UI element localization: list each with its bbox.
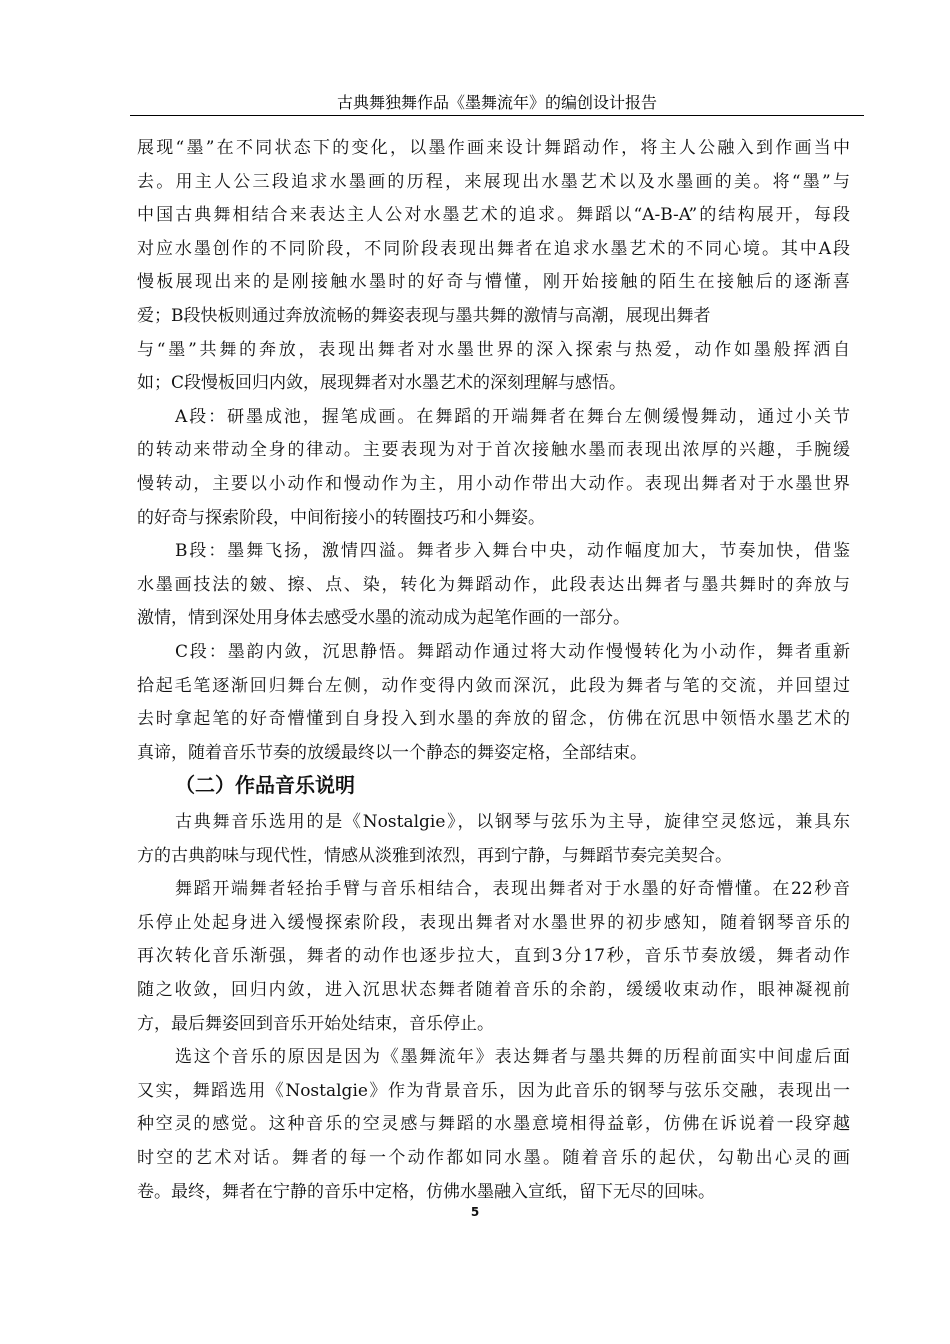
text-line: 如；C段慢板回归内敛，展现舞者对水墨艺术的深刻理解与感悟。 — [137, 373, 627, 394]
text-line: 中国古典舞相结合来表达主人公对水墨艺术的追求。舞蹈以“A-B-A”的结构展开，每段 — [137, 205, 850, 226]
body-text-top — [137, 132, 850, 770]
text-line: 种空灵的感觉。这种音乐的空灵感与舞蹈的水墨意境相得益彰，仿佛在诉说着一段穿越 — [137, 1114, 850, 1135]
text-line: 古典舞音乐选用的是《Nostalgie》，以钢琴与弦乐为主导，旋律空灵悠远，兼具东 — [175, 812, 850, 832]
text-line: 真谛，随着音乐节奏的放缓最终以一个静态的舞姿定格，全部结束。 — [137, 742, 647, 763]
text-line: 又实，舞蹈选用《Nostalgie》作为背景音乐，因为此音乐的钢琴与弦乐交融，表现出一 — [137, 1080, 850, 1101]
text-line: 展现“墨”在不同状态下的变化，以墨作画来设计舞蹈动作，将主人公融入到作画当中 — [137, 138, 850, 158]
text-line: A段：研墨成池，握笔成画。在舞蹈的开端舞者在舞台左侧缓慢舞动，通过小关节 — [175, 406, 850, 427]
body-text-music — [137, 806, 850, 1209]
text-line: 去。用主人公三段追求水墨画的历程，来展现出水墨艺术以及水墨画的美。将“墨”与 — [137, 171, 850, 192]
section-heading: （二）作品音乐说明 — [175, 773, 355, 797]
text-line: B段：墨舞飞扬，激情四溢。舞者步入舞台中央，动作幅度加大，节奏加快，借鉴 — [175, 541, 850, 562]
text-line: 再次转化音乐渐强，舞者的动作也逐步拉大，直到3分17秒，音乐节奏放缓，舞者动作 — [137, 946, 850, 967]
text-line: 水墨画技法的皴、擦、点、染，转化为舞蹈动作，此段表达出舞者与墨共舞时的奔放与 — [137, 574, 850, 595]
text-line: 对应水墨创作的不同阶段，不同阶段表现出舞者在追求水墨艺术的不同心境。其中A段 — [137, 238, 850, 259]
text-line: 拾起毛笔逐渐回归舞台左侧，动作变得内敛而深沉，此段为舞者与笔的交流，并回望过 — [137, 675, 850, 696]
text-line: 慢转动，主要以小动作和慢动作为主，用小动作带出大动作。表现出舞者对于水墨世界 — [137, 473, 850, 494]
text-line: 乐停止处起身进入缓慢探索阶段，表现出舞者对水墨世界的初步感知，随着钢琴音乐的 — [137, 912, 850, 933]
text-line: 爱；B段快板则通过奔放流畅的舞姿表现与墨共舞的激情与高潮，展现出舞者 — [137, 305, 711, 326]
text-line: 舞蹈开端舞者轻抬手臂与音乐相结合，表现出舞者对于水墨的好奇懵懂。在22秒音 — [175, 879, 850, 900]
text-line: 的好奇与探索阶段，中间衔接小的转圈技巧和小舞姿。 — [137, 507, 545, 528]
text-line: 去时拿起笔的好奇懵懂到自身投入到水墨的奔放的留念，仿佛在沉思中领悟水墨艺术的 — [137, 709, 850, 730]
text-line: 的转动来带动全身的律动。主要表现为对于首次接触水墨而表现出浓厚的兴趣，手腕缓 — [137, 440, 850, 461]
text-line: 方的古典韵味与现代性，情感从淡雅到浓烈，再到宁静，与舞蹈节奏完美契合。 — [137, 845, 732, 866]
text-line: 随之收敛，回归内敛，进入沉思状态舞者随着音乐的余韵，缓缓收束动作，眼神凝视前 — [137, 979, 850, 1000]
page-number: 5 — [470, 1205, 480, 1219]
text-line: 慢板展现出来的是刚接触水墨时的好奇与懵懂，刚开始接触的陌生在接触后的逐渐喜 — [137, 272, 850, 293]
running-header: 古典舞独舞作品《墨舞流年》的编创设计报告 — [130, 93, 864, 116]
text-line: 卷。最终，舞者在宁静的音乐中定格，仿佛水墨融入宣纸，留下无尽的回味。 — [137, 1181, 715, 1202]
text-line: 方，最后舞姿回到音乐开始处结束，音乐停止。 — [137, 1013, 494, 1034]
text-line: 与“墨”共舞的奔放，表现出舞者对水墨世界的深入探索与热爱，动作如墨般挥洒自 — [137, 339, 850, 360]
text-line: 激情，情到深处用身体去感受水墨的流动成为起笔作画的一部分。 — [137, 608, 630, 629]
text-line: C段：墨韵内敛，沉思静悟。舞蹈动作通过将大动作慢慢转化为小动作，舞者重新 — [175, 641, 850, 662]
text-line: 时空的艺术对话。舞者的每一个动作都如同水墨。随着音乐的起伏，勾勒出心灵的画 — [137, 1147, 850, 1168]
text-line: 选这个音乐的原因是因为《墨舞流年》表达舞者与墨共舞的历程前面实中间虚后面 — [175, 1047, 850, 1068]
